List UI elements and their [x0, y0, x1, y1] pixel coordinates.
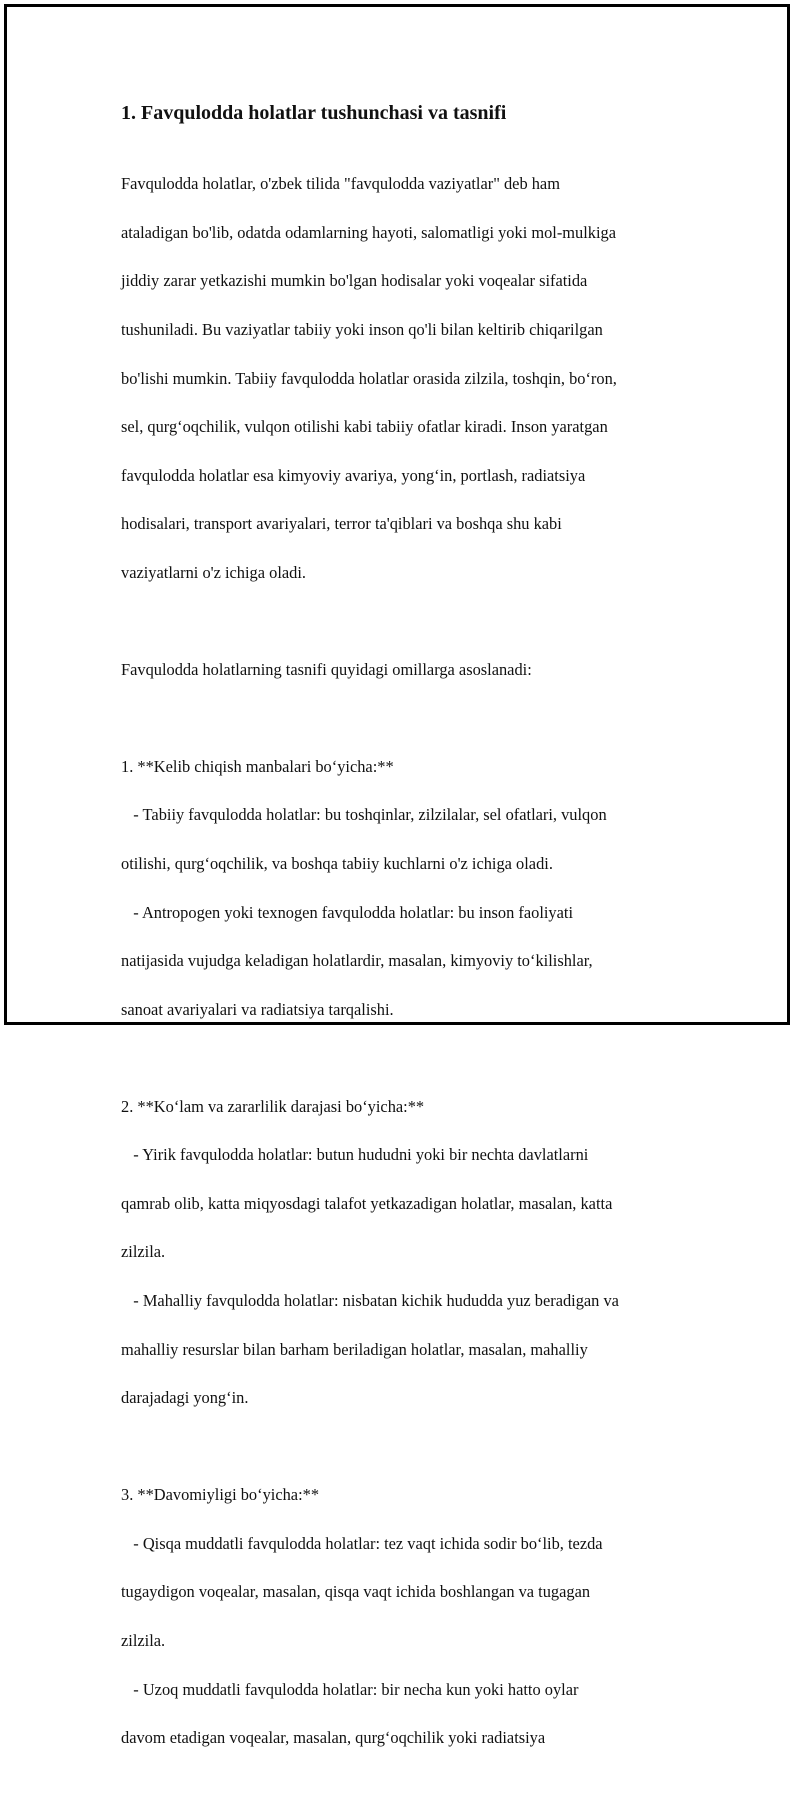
text-line: ataladigan bo'lib, odatda odamlarning hayoti, salomatligi yoki mol-mulkiga — [121, 222, 617, 242]
text-line: bo'lishi mumkin. Tabiiy favqulodda holatlar orasida zilzila, toshqin, bo‘ron, — [121, 368, 617, 388]
page-frame — [4, 4, 790, 1748]
text-line: natijasida vujudga keladigan holatlardir, masalan, kimyoviy to‘kilishlar, — [121, 951, 593, 971]
text-line: - Qisqa muddatli favqulodda holatlar: tez vaqt ichida sodir bo‘lib, tezda — [121, 1533, 603, 1553]
text-line: darajadagi yong‘in. — [121, 1388, 249, 1408]
text-line: tushuniladi. Bu vaziyatlar tabiiy yoki inson qo'li bilan keltirib chiqarilgan — [121, 320, 603, 340]
text-line: sanoat avariyalari va radiatsiya tarqalishi. — [121, 999, 394, 1019]
text-line: - Tabiiy favqulodda holatlar: bu toshqinlar, zilzilalar, sel ofatlari, vulqon — [121, 805, 607, 825]
list-section-origin — [121, 731, 711, 1047]
list-section-scale — [121, 1070, 711, 1434]
list-heading: 2. **Ko‘lam va zararlilik darajasi bo‘yicha:** — [121, 1096, 425, 1116]
text-line: davom etadigan voqealar, masalan, qurg‘oqchilik yoki radiatsiya — [121, 1728, 546, 1748]
text-line: sel, qurg‘oqchilik, vulqon otilishi kabi tabiiy ofatlar kiradi. Inson yaratgan — [121, 417, 608, 437]
text-line: tugaydigon voqealar, masalan, qisqa vaqt ichida boshlangan va tugagan — [121, 1582, 591, 1602]
text-line: hodisalari, transport avariyalari, terror ta'qiblari va boshqa shu kabi — [121, 514, 562, 534]
text-line: Favqulodda holatlar, o'zbek tilida "favqulodda vaziyatlar" deb ham — [121, 174, 560, 194]
text-line: favqulodda holatlar esa kimyoviy avariya, yong‘in, portlash, radiatsiya — [121, 465, 586, 485]
text-line: zilzila. — [121, 1630, 166, 1650]
paragraph-intro — [121, 148, 711, 610]
text-line: - Yirik favqulodda holatlar: butun hududni yoki bir nechta davlatlarni — [121, 1145, 589, 1165]
document-body — [121, 99, 711, 1799]
list-heading: 3. **Davomiyligi bo‘yicha:** — [121, 1485, 320, 1505]
text-line: Favqulodda holatlarning tasnifi quyidagi omillarga asoslanadi: — [121, 659, 532, 679]
text-line: qamrab olib, katta miqyosdagi talafot yetkazadigan holatlar, masalan, katta — [121, 1193, 613, 1213]
text-line: zilzila. — [121, 1242, 166, 1262]
text-line: - Antropogen yoki texnogen favqulodda holatlar: bu inson faoliyati — [121, 902, 574, 922]
paragraph-classification-intro — [121, 634, 711, 707]
text-line: jiddiy zarar yetkazishi mumkin bo'lgan hodisalar yoki voqealar sifatida — [121, 271, 588, 291]
text-line: mahalliy resurslar bilan barham beriladigan holatlar, masalan, mahalliy — [121, 1339, 588, 1359]
text-line: - Mahalliy favqulodda holatlar: nisbatan kichik hududda yuz beradigan va — [121, 1291, 619, 1311]
list-heading: 1. **Kelib chiqish manbalari bo‘yicha:** — [121, 756, 394, 776]
document-title: 1. Favqulodda holatlar tushunchasi va tasnifi — [121, 102, 507, 124]
list-section-duration — [121, 1459, 711, 1775]
text-line: - Uzoq muddatli favqulodda holatlar: bir necha kun yoki hatto oylar — [121, 1679, 579, 1699]
text-line: vaziyatlarni o'z ichiga oladi. — [121, 563, 306, 583]
text-line: otilishi, qurg‘oqchilik, va boshqa tabiiy kuchlarni o'z ichiga oladi. — [121, 854, 553, 874]
